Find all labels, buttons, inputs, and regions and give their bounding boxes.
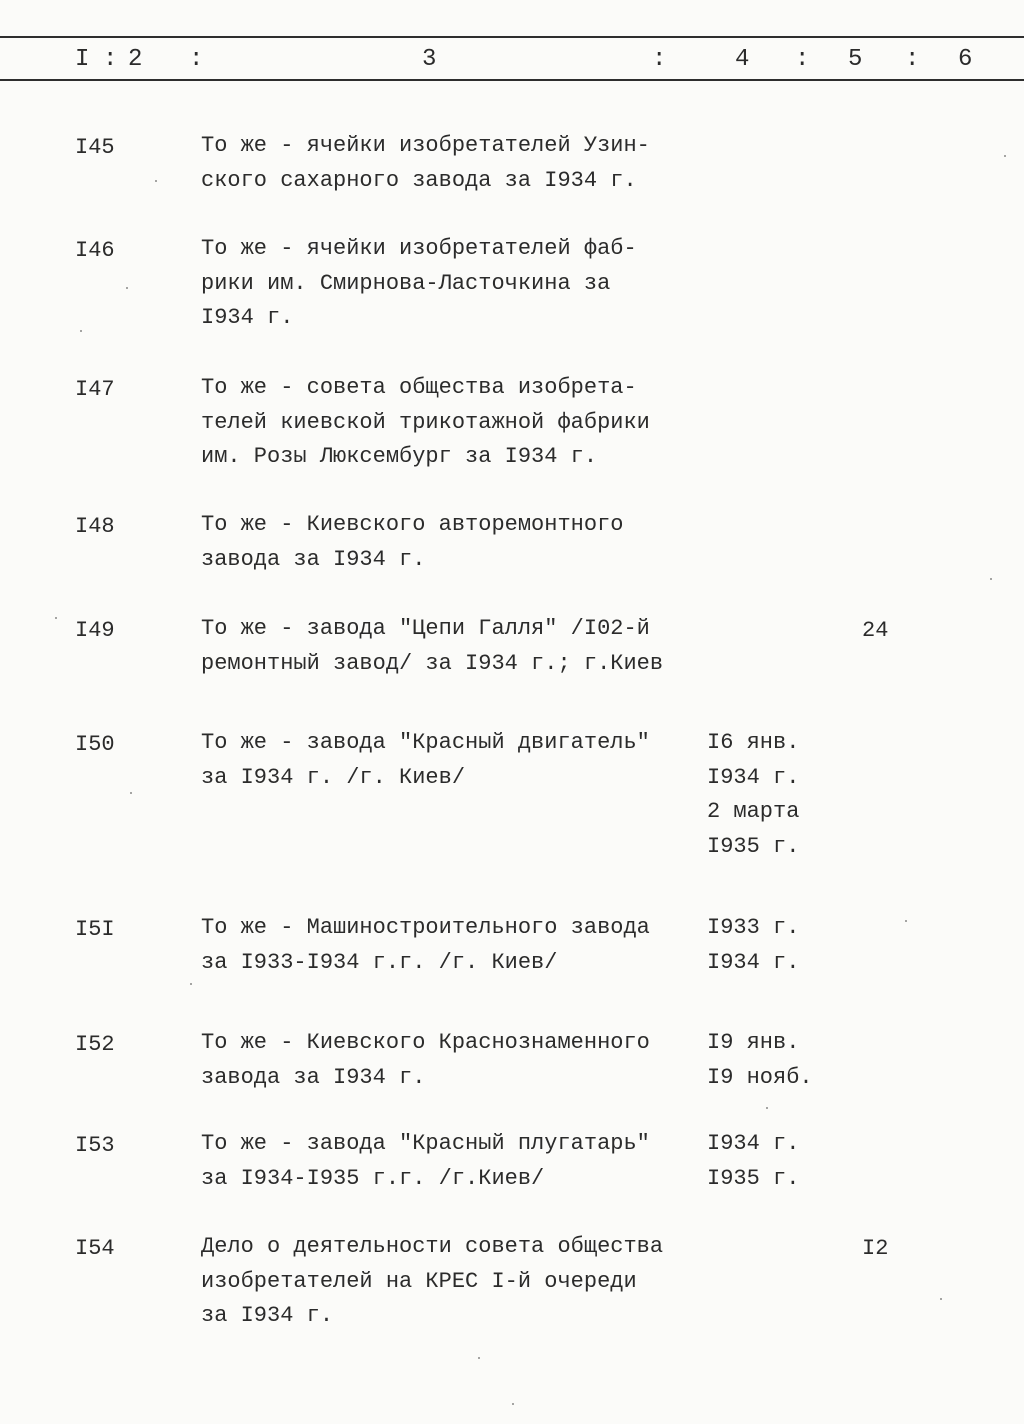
entry-dates: [707, 726, 827, 864]
scan-speck: [126, 287, 128, 289]
scan-speck: [990, 578, 992, 580]
entry-title: [201, 1230, 701, 1334]
entry-number: I45: [75, 135, 115, 160]
entry-title-line: им. Розы Люксембург за I934 г.: [201, 444, 598, 469]
scan-speck: [940, 1298, 942, 1300]
entry-title-line: изобретателей на КРЕС I-й очереди: [201, 1268, 637, 1294]
entry-title-line: за I933-I934 г.г. /г. Киев/: [201, 949, 558, 975]
entry-date-line: I935 г.: [707, 833, 800, 859]
entry-date-line: I934 г.: [707, 1131, 800, 1156]
entry-dates: [707, 911, 827, 980]
header-sep: :: [905, 46, 920, 73]
entry-title-line: телей киевской трикотажной фабрики: [201, 409, 650, 435]
entry-title-line: То же - Киевского авторемонтного: [201, 512, 624, 537]
entry-title: [201, 726, 701, 795]
entry-date-line: I934 г.: [707, 949, 800, 975]
entry-title-line: То же - ячейки изобретателей Узин-: [201, 133, 650, 158]
entry-date-line: I935 г.: [707, 1165, 800, 1191]
header-bottom-rule: [0, 79, 1024, 81]
entry-date-line: I9 янв.: [707, 1030, 800, 1055]
entry-title-line: То же - завода "Красный двигатель": [201, 730, 650, 755]
entry-title-line: завода за I934 г.: [201, 1064, 426, 1090]
entry-sheet-count: I2: [862, 1236, 889, 1261]
header-sep: :: [189, 46, 204, 73]
header-col-5: 5: [848, 46, 863, 73]
entry-dates: [707, 1127, 827, 1196]
scan-speck: [80, 330, 82, 332]
entry-title: [201, 911, 701, 980]
entry-title-line: Дело о деятельности совета общества: [201, 1234, 664, 1259]
scan-speck: [512, 1403, 514, 1405]
scan-speck: [190, 983, 192, 985]
entry-title-line: То же - Машиностроительного завода: [201, 915, 650, 940]
entry-title: [201, 371, 701, 475]
entry-number: I46: [75, 238, 115, 263]
header-sep: :: [103, 46, 118, 73]
entry-title-line: I934 г.: [201, 305, 294, 330]
scan-speck: [130, 792, 132, 794]
header-sep: :: [795, 46, 810, 73]
entry-number: I5I: [75, 917, 115, 942]
scan-speck: [55, 617, 57, 619]
entry-number: I48: [75, 514, 115, 539]
entry-date-line: 2 марта: [707, 799, 800, 824]
entry-dates: [707, 1026, 827, 1095]
header-sep: :: [652, 46, 667, 73]
entry-date-line: I934 г.: [707, 764, 800, 790]
entry-title-line: То же - завода "Цепи Галля" /I02-й: [201, 616, 650, 641]
entry-title-line: завода за I934 г.: [201, 546, 426, 572]
entry-title: [201, 232, 701, 336]
entry-title-line: за I934 г. /г. Киев/: [201, 764, 466, 790]
entry-title: [201, 612, 701, 681]
entry-number: I47: [75, 377, 115, 402]
entry-number: I50: [75, 732, 115, 757]
header-top-rule: [0, 36, 1024, 38]
entry-number: I49: [75, 618, 115, 643]
header-col-6: 6: [958, 46, 973, 73]
entry-date-line: I6 янв.: [707, 730, 800, 755]
entry-date-line: I9 нояб.: [707, 1064, 813, 1090]
header-col-3: 3: [422, 46, 437, 73]
entry-title-line: То же - Киевского Краснознаменного: [201, 1030, 650, 1055]
entry-title: [201, 129, 701, 198]
header-col-2: 2: [128, 46, 143, 73]
entry-number: I54: [75, 1236, 115, 1261]
entry-title-line: за I934 г.: [201, 1303, 334, 1328]
header-col-4: 4: [735, 46, 750, 73]
entry-title-line: ремонтный завод/ за I934 г.; г.Киев: [201, 650, 664, 676]
scan-speck: [766, 1107, 768, 1109]
entry-title: [201, 1127, 701, 1196]
entry-number: I52: [75, 1032, 115, 1057]
scan-speck: [155, 180, 157, 182]
entry-sheet-count: 24: [862, 618, 889, 643]
entry-title-line: То же - совета общества изобрета-: [201, 375, 637, 400]
entry-title: [201, 508, 701, 577]
entry-title-line: за I934-I935 г.г. /г.Киев/: [201, 1165, 545, 1191]
header-col-1: I: [75, 46, 90, 73]
entry-date-line: I933 г.: [707, 915, 800, 940]
entry-title: [201, 1026, 701, 1095]
scan-speck: [478, 1357, 480, 1359]
entry-title-line: То же - ячейки изобретателей фаб-: [201, 236, 637, 261]
entry-title-line: То же - завода "Красный плугатарь": [201, 1131, 650, 1156]
scan-speck: [1004, 155, 1006, 157]
scan-speck: [905, 920, 907, 922]
entry-title-line: ского сахарного завода за I934 г.: [201, 167, 637, 193]
entry-title-line: рики им. Смирнова-Ласточкина за: [201, 270, 611, 296]
entry-number: I53: [75, 1133, 115, 1158]
